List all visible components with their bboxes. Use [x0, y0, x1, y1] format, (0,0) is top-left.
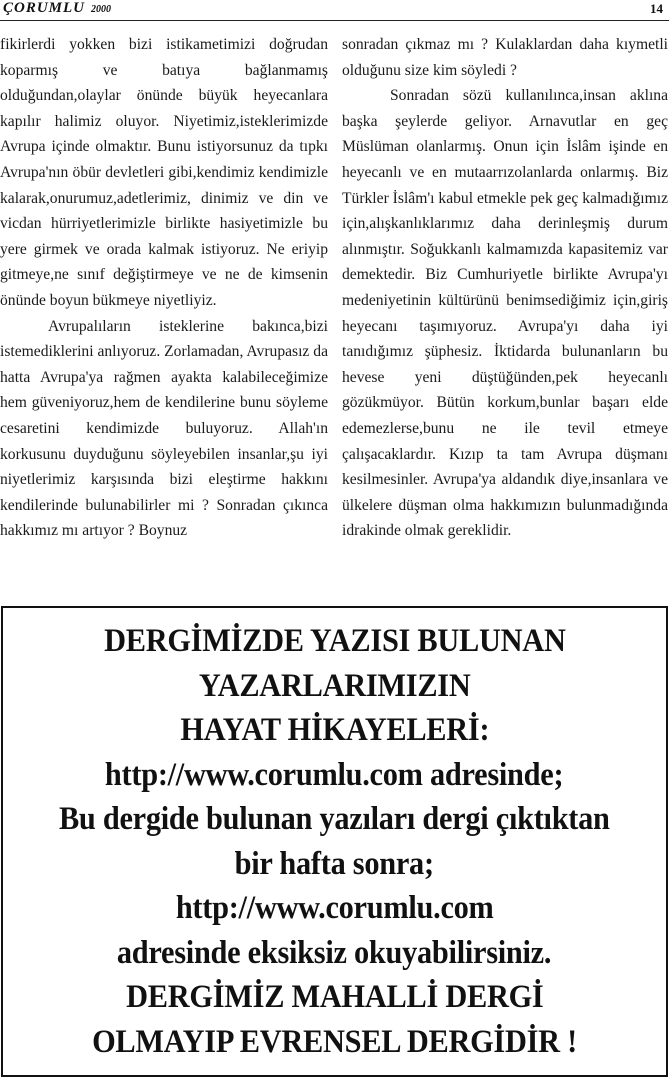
notice-url-line: http://www.corumlu.com: [175, 890, 494, 926]
notice-line: YAZARLARIMIZIN: [198, 667, 471, 704]
page-header: [0, 0, 669, 21]
notice-line: Bu dergide bulunan yazıları dergi çıktıktan: [59, 801, 610, 837]
brand-title: ÇORUMLU: [3, 0, 86, 16]
article-paragraph: fikirlerdi yokken bizi istikametimizi doğrudan koparmış ve batıya bağlanmamış olduğundan,olaylar önünde büyük heyecanlara kapılır halimiz oluyor. Niyetimiz,isteklerimizde Avrupa içinde olmaktır. Bunu istiyorsunuz da tıpkı Avrupa'nın öbür devletleri gibi,kendimiz kendimizle kalarak,onurumuz,adetlerimiz, dinimiz ve din ve vicdan hürriyetlerimizle birlikte hasiyetimizle bu yere girmek ve orada kalmak istiyoruz. Ne eriyip gitmeye,ne sınıf değiştirmeye ve ne de kimsenin önünde boyun bükmeye niyetliyiz.: [0, 36, 328, 309]
notice-line: adresinde eksiksiz okuyabilirsiniz.: [117, 934, 552, 971]
notice-line: bir hafta sonra;: [234, 845, 435, 882]
notice-url-line: http://www.corumlu.com adresinde;: [105, 756, 564, 793]
magazine-brand: [3, 0, 111, 17]
notice-line: DERGİMİZDE YAZISI BULUNAN: [103, 623, 566, 659]
article-left-column: [0, 32, 328, 608]
article-right-column: [342, 32, 668, 608]
notice-line: DERGİMİZ MAHALLİ DERGİ: [125, 979, 544, 1015]
brand-year: 2000: [91, 4, 112, 15]
notice-box: [1, 606, 668, 1077]
page-number: 14: [650, 1, 663, 16]
article-paragraph: sonradan çıkmaz mı ? Kulaklardan daha kıymetli olduğunu size kim söyledi ?: [342, 36, 668, 79]
notice-line: HAYAT HİKAYELERİ:: [180, 712, 489, 748]
article-paragraph: Sonradan sözü kullanılınca,insan aklına başka şeylerde geliyor. Arnavutlar en geç Müslüman olanlarmış. Onun için İslâm işinde en heyecanlı ve en mutaarrızolanlarda onlarmış. Biz Türkler İslâm'ı kabul etmekle pek geç kalmadığımız için,alışkanlıklarımız daha derinleşmiş durum alınmıştır. Soğukkanlı kalmamızda kapasitemiz var demektedir. Biz Cumhuriyetle birlikte Avrupa'yı medeniyetinin kültürünü benimsediğimiz için,giriş heyecanı taşımıyoruz. Avrupa'yı daha iyi tanıdığımız şüphesiz. İktidarda bulunanların bu hevese yeni düştüğünden,pek heyecanlı gözükmüyor. Bütün korkum,bunlar başarı elde edemezlerse,bunu ne ile tevil etmeye çalışacaklardır. Kızıp ta tam Avrupa düşmanı kesilmesinler. Avrupa'ya aldandık diye,insanlara ve ülkelere düşman olma hakkımızın bulunmadığında idrakinde olmak gereklidir.: [342, 87, 668, 540]
notice-line: OLMAYIP EVRENSEL DERGİDİR !: [92, 1023, 577, 1060]
article-paragraph: Avrupalıların isteklerine bakınca,bizi istemediklerini anlıyoruz. Zorlamadan, Avrupasız da hatta Avrupa'ya rağmen ayakta kalabileceğimize hem güveniyoruz,hem de kendilerine bunu söyleme cesaretini kendimizde buluyoruz. Allah'ın korkusunu duyduğunu söyleyebilen insanlar,şu iyi niyetlerimiz karşısında bizi eleştirme hakkını kendilerinde bulunabilirler mi ? Sonradan çıkınca hakkımız mı artıyor ? Boynuz: [0, 317, 328, 540]
